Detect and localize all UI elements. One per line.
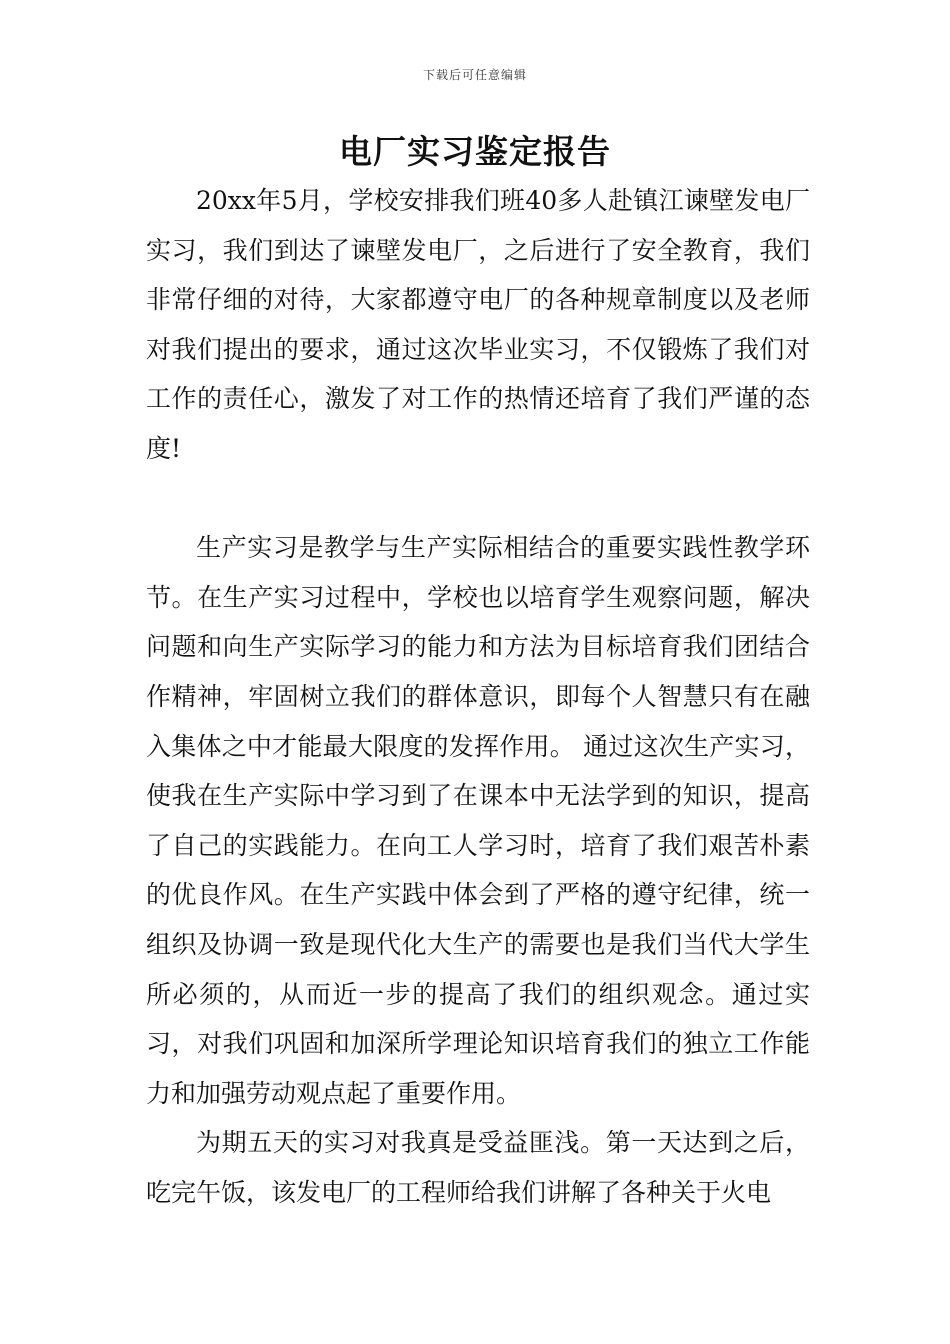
paragraph-3: 为期五天的实习对我真是受益匪浅。第一天达到之后，吃完午饭，该发电厂的工程师给我们讲解了各种关于火电 xyxy=(146,1128,810,1207)
paragraph-2: 生产实习是教学与生产实际相结合的重要实践性教学环节。在生产实习过程中，学校也以培育学生观察问题，解决问题和向生产实际学习的能力和方法为目标培育我们团结合作精神，牢固树立我们的群体意识，即每个人智慧只有在融入集体之中才能最大限度的发挥作用。 通过这次生产实习，使我在生产实际中学习到了在课本中无法学到的知识，提高了自己的实践能力。在向工人学习时，培育了我们艰苦朴素的优良作风。在生产实践中体会到了严格的遵守纪律，统一组织及协调一致是现代化大生产的需要也是我们当代大学生所必须的，从而近一步的提高了我们的组织观念。通过实习，对我们巩固和加深所学理论知识培育我们的独立工作能力和加强劳动观点起了重要作用。 xyxy=(146,533,810,1108)
document-body xyxy=(146,176,810,1217)
paragraph-1: 20xx年5月，学校安排我们班40多人赴镇江谏壁发电厂实习，我们到达了谏壁发电厂，之后进行了安全教育，我们非常仔细的对待，大家都遵守电厂的各种规章制度以及老师对我们提出的要求，通过这次毕业实习，不仅锻炼了我们对工作的责任心，激发了对工作的热情还培育了我们严谨的态度! xyxy=(146,186,810,463)
document-title: 电厂实习鉴定报告 xyxy=(339,132,611,171)
paragraph-gap xyxy=(146,474,810,524)
header-note: 下载后可任意编辑 xyxy=(422,68,527,82)
